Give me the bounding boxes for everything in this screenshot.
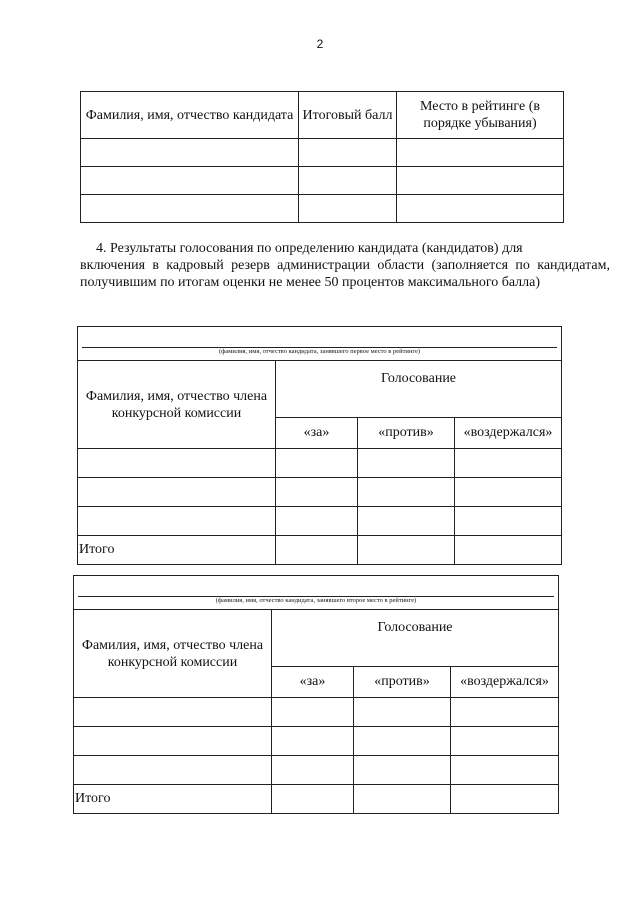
option-abstain: «воздержался» (451, 667, 559, 698)
table-cell[interactable] (455, 478, 562, 507)
total-label: Итого (74, 785, 272, 814)
table-cell[interactable] (272, 785, 354, 814)
table-row (74, 756, 559, 785)
table-cell[interactable] (354, 785, 451, 814)
option-against: «против» (358, 418, 455, 449)
table-cell[interactable] (272, 698, 354, 727)
header-member-name: Фамилия, имя, отчество члена конкурсной комиссии (78, 361, 276, 449)
table-cell[interactable] (451, 727, 559, 756)
table-cell[interactable] (455, 536, 562, 565)
table-cell[interactable] (74, 727, 272, 756)
table-row (81, 195, 564, 223)
table-cell[interactable] (451, 756, 559, 785)
table-cell[interactable] (358, 507, 455, 536)
table-cell[interactable] (78, 449, 276, 478)
table-cell[interactable] (451, 785, 559, 814)
table-cell[interactable] (397, 167, 564, 195)
table-cell[interactable] (276, 507, 358, 536)
table-cell[interactable] (74, 698, 272, 727)
candidate-row (74, 576, 559, 610)
candidate-name-field[interactable] (74, 576, 559, 610)
table-cell[interactable] (397, 195, 564, 223)
table-cell[interactable] (272, 756, 354, 785)
table-cell[interactable] (78, 507, 276, 536)
section-4-line-1: 4. Результаты голосования по определению кандидата (кандидатов) для (96, 241, 523, 256)
table-cell[interactable] (276, 478, 358, 507)
total-row (78, 536, 562, 565)
table-cell[interactable] (354, 698, 451, 727)
page-number: 2 (316, 37, 324, 51)
header-final-score: Итоговый балл (299, 92, 397, 139)
table-cell[interactable] (81, 167, 299, 195)
table-row (81, 139, 564, 167)
candidate-caption: (фамилия, имя, отчество кандидата, занявшего первое место в рейтинге) (218, 348, 421, 355)
option-abstain: «воздержался» (455, 418, 562, 449)
total-label: Итого (78, 536, 276, 565)
table-cell[interactable] (358, 449, 455, 478)
table-cell[interactable] (276, 449, 358, 478)
total-row (74, 785, 559, 814)
table-cell[interactable] (455, 449, 562, 478)
table-cell[interactable] (78, 478, 276, 507)
table-cell[interactable] (451, 698, 559, 727)
table-cell[interactable] (81, 139, 299, 167)
option-for: «за» (272, 667, 354, 698)
table-cell[interactable] (299, 139, 397, 167)
section-4-paragraph (80, 240, 610, 291)
vote-table-first-place (77, 326, 562, 565)
section-4-line-rest: включения в кадровый резерв администрации области (заполняется по кандидатам, получившим по итогам оценки не менее 50 процентов максимального балла) (80, 258, 610, 290)
table-cell[interactable] (272, 727, 354, 756)
header-voting: Голосование (272, 610, 559, 667)
table-row (74, 698, 559, 727)
table-cell[interactable] (354, 727, 451, 756)
candidate-row (78, 327, 562, 361)
table-cell[interactable] (74, 756, 272, 785)
candidate-name-field[interactable] (78, 327, 562, 361)
vote-table-second-place (73, 575, 559, 814)
table-cell[interactable] (455, 507, 562, 536)
table-row (78, 507, 562, 536)
table-cell[interactable] (358, 478, 455, 507)
table-cell[interactable] (397, 139, 564, 167)
rating-table-header (81, 92, 564, 139)
header-rating-place: Место в рейтинге (в порядке убывания) (397, 92, 564, 139)
vote-table-header (74, 610, 559, 667)
candidate-caption: (фамилия, имя, отчество кандидата, занявшего второе место в рейтинге) (215, 597, 417, 604)
option-against: «против» (354, 667, 451, 698)
table-row (74, 727, 559, 756)
table-row (78, 478, 562, 507)
vote-table-header (78, 361, 562, 418)
option-for: «за» (276, 418, 358, 449)
table-cell[interactable] (358, 536, 455, 565)
header-candidate-name: Фамилия, имя, отчество кандидата (81, 92, 299, 139)
rating-table (80, 91, 564, 223)
table-cell[interactable] (81, 195, 299, 223)
header-voting: Голосование (276, 361, 562, 418)
table-cell[interactable] (299, 167, 397, 195)
table-cell[interactable] (354, 756, 451, 785)
header-member-name: Фамилия, имя, отчество члена конкурсной комиссии (74, 610, 272, 698)
table-row (78, 449, 562, 478)
table-row (81, 167, 564, 195)
table-cell[interactable] (299, 195, 397, 223)
table-cell[interactable] (276, 536, 358, 565)
